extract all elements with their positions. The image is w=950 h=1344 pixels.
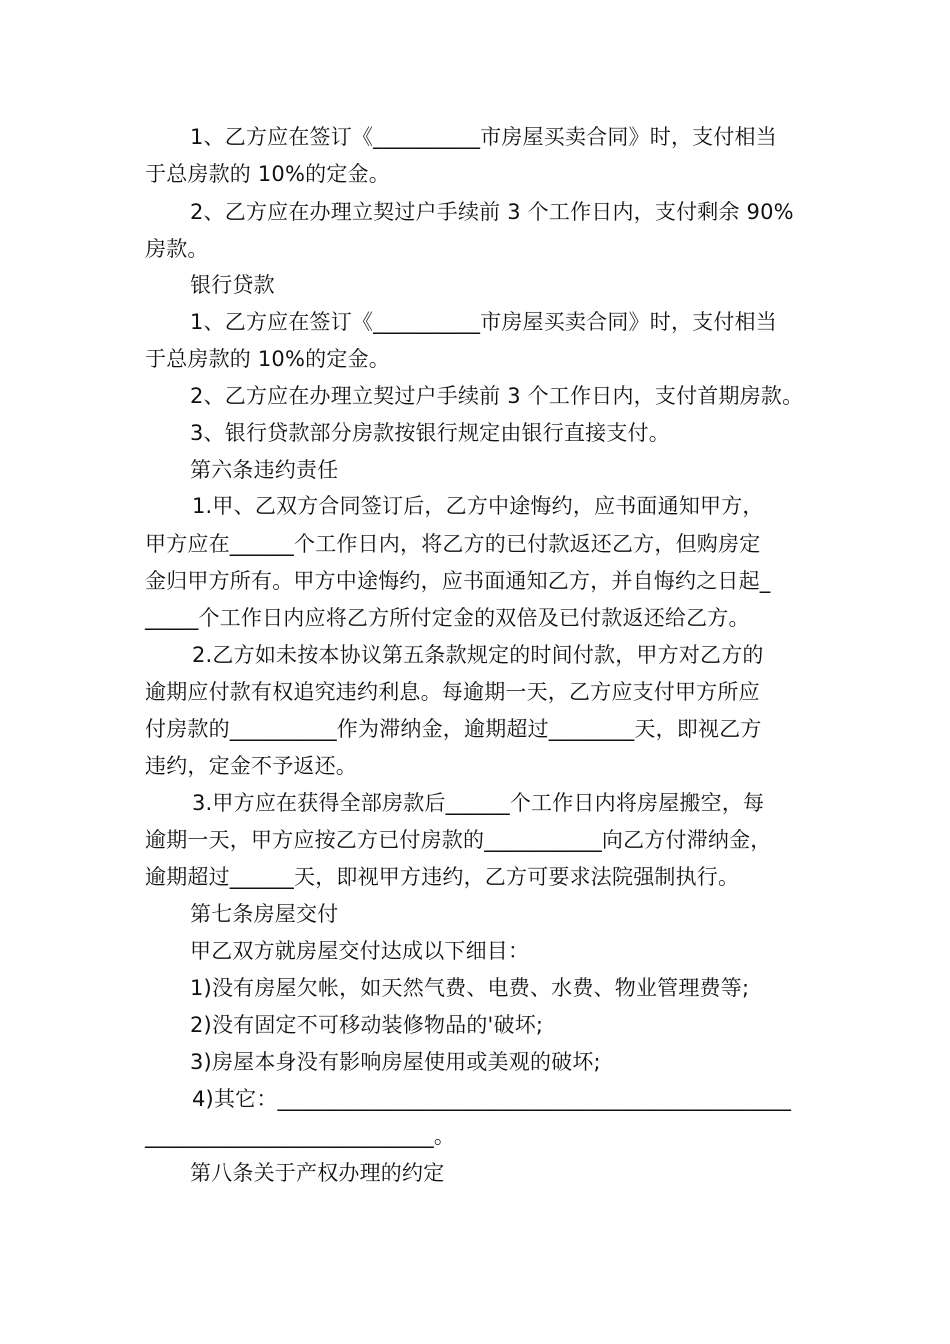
- text-line: 2、乙方应在办理立契过户手续前 3 个工作日内，支付剩余 90%: [190, 200, 794, 224]
- section-heading: 第七条房屋交付: [190, 902, 339, 926]
- text-line: 逾期一天，甲方应按乙方已付房款的___________向乙方付滞纳金，: [145, 828, 772, 852]
- text-line: 违约，定金不予返还。: [145, 754, 357, 778]
- section-heading: 第六条违约责任: [190, 458, 339, 482]
- text-line: 2、乙方应在办理立契过户手续前 3 个工作日内，支付首期房款。: [190, 384, 804, 408]
- text-line: 于总房款的 10%的定金。: [145, 162, 390, 186]
- text-line: _____个工作日内应将乙方所付定金的双倍及已付款返还给乙方。: [145, 606, 750, 630]
- text-line: 金归甲方所有。甲方中途悔约，应书面通知乙方，并自悔约之日起_: [145, 569, 771, 593]
- text-line: 3、银行贷款部分房款按银行规定由银行直接支付。: [190, 421, 670, 445]
- list-item: 1)没有房屋欠帐，如天然气费、电费、水费、物业管理费等;: [190, 976, 750, 1000]
- text-line: 3.甲方应在获得全部房款后______个工作日内将房屋搬空，每: [192, 791, 765, 815]
- text-line: 房款。: [145, 237, 209, 261]
- text-line: 逾期应付款有权追究违约利息。每逾期一天，乙方应支付甲方所应: [145, 680, 760, 704]
- text-line: 甲方应在______个工作日内，将乙方的已付款返还乙方，但购房定: [145, 532, 761, 556]
- text-line: 1、乙方应在签订《__________市房屋买卖合同》时，支付相当: [190, 310, 777, 334]
- text-line: 付房款的__________作为滞纳金，逾期超过________天，即视乙方: [145, 717, 762, 741]
- text-line: 1、乙方应在签订《__________市房屋买卖合同》时，支付相当: [190, 125, 777, 149]
- section-heading: 银行贷款: [190, 273, 275, 297]
- text-line: ___________________________。: [145, 1124, 456, 1148]
- text-line: 于总房款的 10%的定金。: [145, 347, 390, 371]
- text-line: 逾期超过______天，即视甲方违约，乙方可要求法院强制执行。: [145, 865, 740, 889]
- section-heading: 第八条关于产权办理的约定: [190, 1161, 445, 1185]
- text-line: 2.乙方如未按本协议第五条款规定的时间付款，甲方对乙方的: [192, 643, 764, 667]
- list-item: 4)其它：________________________________________________: [192, 1087, 792, 1111]
- list-item: 3)房屋本身没有影响房屋使用或美观的破坏;: [190, 1050, 601, 1074]
- text-line: 甲乙双方就房屋交付达成以下细目：: [190, 939, 530, 963]
- text-line: 1.甲、乙双方合同签订后，乙方中途悔约，应书面通知甲方，: [192, 494, 764, 518]
- list-item: 2)没有固定不可移动装修物品的'破坏;: [190, 1013, 544, 1037]
